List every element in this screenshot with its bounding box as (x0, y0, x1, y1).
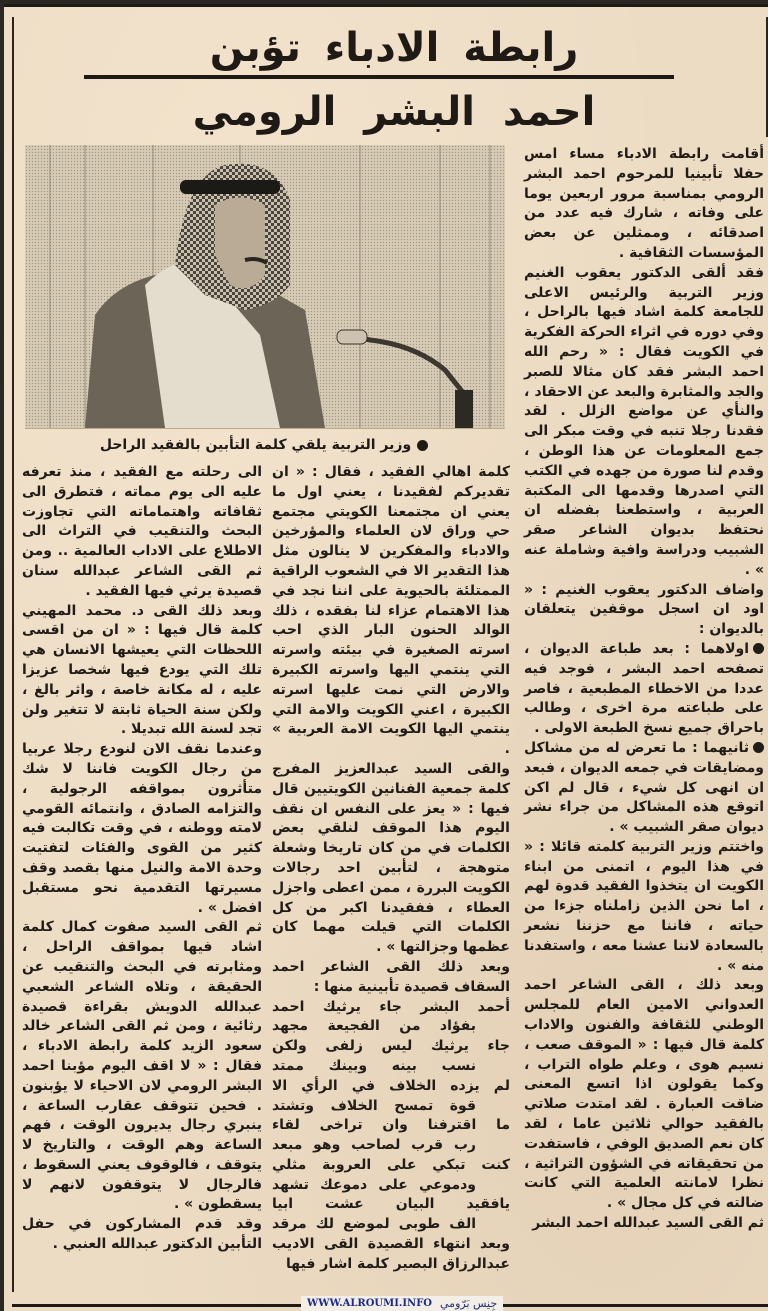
poem (272, 998, 510, 1236)
paragraph: وبعد ذلك القى الشاعر احمد السقاف قصيدة تأبينية منها : (272, 958, 510, 995)
poem-verse: الف طوبى لموضع لك مرقد (272, 1216, 476, 1233)
bullet-icon (417, 440, 428, 451)
bullet-icon (753, 742, 764, 753)
paragraph: والقى السيد عبدالعزيز المفرج كلمة جمعية الفنانين الكويتيين قال فيها : « يعز على النفس ان نقف اليوم هذا الموقف لنلقي بعض الكلمات في من كان تاريخا وشعلة متوهجة ، لتأبين احد رجالات الكويت البررة ، ممن اعطى واجزل العطاء ، ففقيدنا اكبر من كل الكلمات التي قيلت مهما كان عظمها وجزالتها » . (272, 760, 510, 956)
article-column-left (22, 463, 262, 1255)
newspaper-page (4, 4, 768, 1311)
poem-verse: ودموعي على دموعك تشهد (272, 1176, 476, 1193)
photo-caption (24, 437, 504, 453)
paragraph: وبعد ذلك ، القى الشاعر احمد العدواني الامين العام للمجلس الوطني للثقافة والفنون والاداب كلمة قال فيها : « الموقف صعب ، نسيم هوى ، وعلم طواه التراب ، وكما يقولون اذا اتسع المعنى ضاقت العبارة . لقد امتدت صلاتي بالفقيد حوالي ثلاثين عاما ، لقد كان نعم الصديق الوفي ، فاستفدت من تحقيقاته في الشؤون التراثية ، نظرا لامانته العلمية التي كانت ضالته في كل مجال » . (524, 977, 764, 1212)
poem-verse: نسب بينه وبينك ممتد (272, 1057, 476, 1074)
paragraph-text: ثانيهما : ما تعرض له من مشاكل ومضايقات في جمعه الديوان ، فبعد ان انهى كل شيء ، قال لم اكن اتوقع هذه المشاكل من جراء نشر ديوان صقر الشبيب » . (524, 739, 764, 836)
article-column-middle (272, 463, 510, 1275)
paragraph: وبعد ذلك القى د. محمد المهيني كلمة قال فيها : « ان من اقسى اللحظات التي يعيشها الانسان هي تلك التي يودع فيها شخصا عزيزا عليه ، له مكانة خاصة ، واثر بالغ ، ولكن سنة الحياة ثابتة لا تتغير ولن تجد لسنة الله تبديلا . (22, 602, 262, 738)
speaker-photo-illustration (25, 145, 505, 428)
bullet-icon (753, 643, 764, 654)
poem-verse: جاء يرثيك ليس زلفى ولكن (272, 1038, 510, 1055)
headline-line-2: احمد البشر الرومي (192, 89, 596, 135)
paragraph: كلمة اهالي الفقيد ، فقال : « ان تقديركم لفقيدنا ، يعني اول ما يعني ان مجتمعنا الكويتي مجتمع حي وراق لان العلماء والمؤرخين والادباء والمفكرين لا ينالون مثل هذا التقدير الا في الشعوب الراقية الممتلئة بالحيوية على اننا نجد في هذا الاهتمام عزاء لنا بفقده ، ذلك الوالد الحنون البار الذي احب اسرته الصغيرة في بيئته واسرته التي ينتمي اليها واسرته الكبيرة والارض التي نمت عليها اسرته الكبيرة ، اعني الكويت والامة التي ينتمي اليها الكويت الامة العربية » . (272, 464, 510, 758)
poem-verse: كنت تبكي على العروبة مثلي (272, 1156, 510, 1173)
paragraph: فقد ألقى الدكتور يعقوب الغنيم وزير التربية والرئيس الاعلى للجامعة كلمة اشاد فيها بالراحل ، وفي دوره في اثراء الحركة الفكرية في الكويت فقال : « رحم الله احمد البشر فقد كان مثالا للصبر والجد والمثابرة والبعد عن الاحقاد ، والنأي عن مواضع الزلل . لقد فقدنا رجلا تنبه في وقت مبكر الى جمع المعلومات عن هذا الوطن ، وقدم لنا صورة من جهده في الكتب التي اصدرها وقدمها الى المكتبة العربية ، واستطعنا بفضله ان نحتفظ بديوان الشاعر صقر الشبيب ودراسة وافية وشاملة عنه » . (524, 264, 764, 578)
headline-line-1: رابطة الادباء تؤبن (209, 25, 579, 71)
bullet-paragraph (524, 640, 764, 739)
article-photo (25, 145, 505, 429)
caption-text: وزير التربية يلقي كلمة التأبين بالفقيد الراحل (99, 437, 412, 453)
poem-verse: ما اقترفنا وان تراخى لقاء (272, 1117, 510, 1134)
paragraph: واضاف الدكتور يعقوب الغنيم : « اود ان اسجل موقفين يتعلقان بالديوان : (524, 581, 764, 638)
paragraph: ثم القى السيد عبدالله احمد البشر (532, 1215, 764, 1232)
paragraph: وبعد انتهاء القصيدة القى الاديب عبدالرزاق البصير كلمة اشار فيها (272, 1236, 510, 1272)
paragraph: واختتم وزير التربية كلمته قائلا : « في هذا اليوم ، اتمنى من ابناء الكويت ان يتخذوا الفقيد قدوة لهم ، اما نحن الذين زاملناه جزءا من حياته ، فاننا مع حزننا نشعر بالسعادة لاننا عشنا معه ، واستفدنا منه » . (524, 838, 764, 974)
poem-verse: قوة تمسح الخلاف وتشتد (272, 1097, 476, 1114)
headline-divider (84, 75, 674, 79)
site-watermark (301, 1296, 503, 1311)
poem-verse: بفؤاد من الفجيعة مجهد (272, 1018, 476, 1035)
poem-verse: لم يزده الخلاف في الرأي الا (272, 1077, 510, 1094)
paragraph: وعندما نقف الان لنودع رجلا عربيا من رجال الكويت فاننا لا شك متأثرون بمواقفه الرجولية ، والتزامه الصادق ، وانتمائه القومي لامته ووطنه ، في وقت تكالبت فيه كثير من القوى والفئات لتفتيت وحدة الامة والنيل منها بقصد وقف مسيرتها التقدمية نحو مستقبل افضل » . (22, 741, 262, 916)
poem-verse: يافقيد البيان عشت ابيا (272, 1196, 510, 1213)
paragraph: ثم القى السيد صفوت كمال كلمة اشاد فيها بمواقف الراحل ، ومثابرته في البحث والتنقيب عن الحقيقة ، وتلاه الشاعر الشعبي عبدالله الدويش بقراءة قصيدة رثائية ، ومن ثم القى الشاعر خالد سعود الزيد كلمة رابطة الادباء ، فقال : « لا اقف اليوم مؤبنا احمد البشر الرومي لان الاحياء لا يؤبنون . فحين تتوقف عقارب الساعة ، ينبري رجال يديرون الوقت ، فهم الساعة وهم الوقت ، والتاريخ لا يتوقف ، فالوقوف يعني السقوط ، فالرجال لا يتوقفون لانهم لا يسقطون » . (22, 919, 262, 1213)
watermark-arabic: جِنِس بَرّومي (440, 1297, 498, 1310)
paragraph: الى رحلته مع الفقيد ، منذ تعرفه عليه الى يوم مماته ، فتطرق الى ثقافاته واهتماماته التي تجاوزت البحث والتنقيب في التراث الى الاطلاع على الاداب العالمية .. ومن ثم القى الشاعر عبدالله سنان قصيدة يرثي فيها الفقيد . (22, 464, 262, 599)
left-border-rule (12, 17, 14, 1292)
poem-verse: رب قرب لصاحب وهو مبعد (272, 1137, 476, 1154)
bullet-paragraph (524, 739, 764, 838)
paragraph-text: اولاهما : بعد طباعة الديوان ، تصفحه احمد البشر ، فوجد فيه عددا من الاخطاء المطبعية ، فاصر على طباعته مرة اخرى ، وطالب باحراق جميع نسخ الطبعة الاولى . (524, 640, 764, 737)
poem-verse: أحمد البشر جاء يرثيك احمد (272, 998, 510, 1015)
article-column-right (524, 145, 764, 1234)
paragraph: وقد قدم المشاركون في حفل التأبين الدكتور عبدالله العنبي . (22, 1216, 262, 1253)
paragraph: أقامت رابطة الادباء مساء امس حفلا تأبينيا للمرحوم احمد البشر الرومي بمناسبة مرور اربعين يوما على وفاته ، شارك فيه عدد من اصدقائه ، وممثلين عن بعض المؤسسات الثقافية . (524, 146, 764, 261)
watermark-url: WWW.ALROUMI.INFO (307, 1298, 433, 1309)
